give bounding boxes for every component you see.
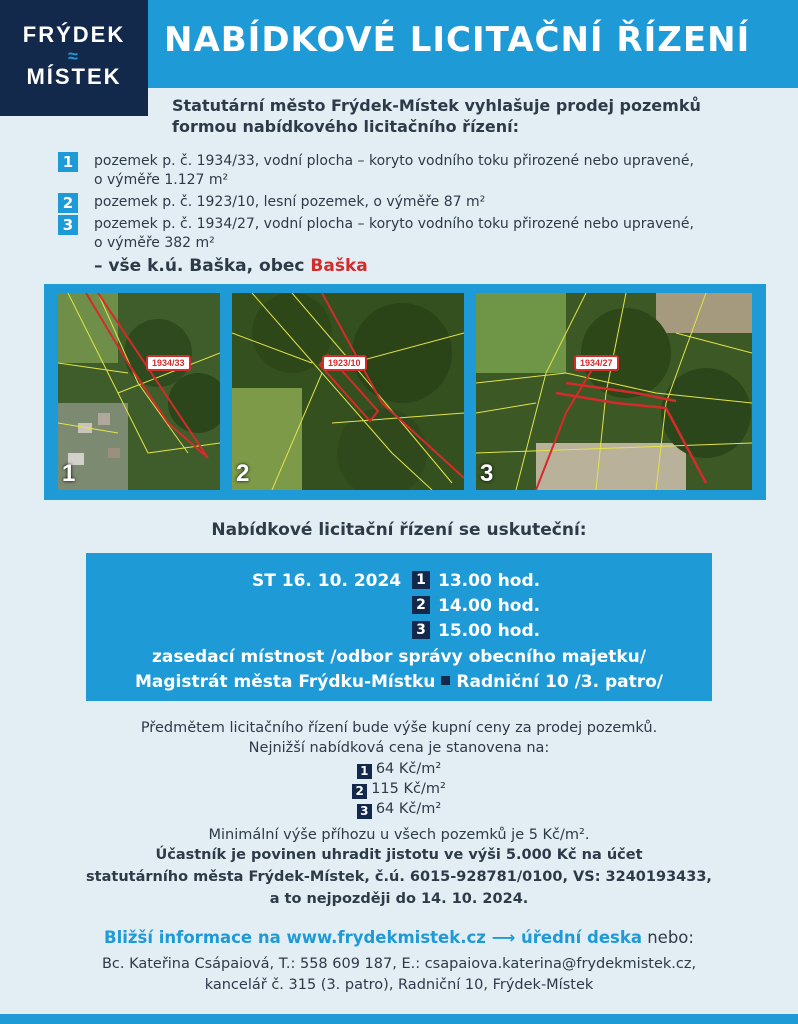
schedule-heading: Nabídkové licitační řízení se uskuteční: xyxy=(211,520,587,540)
time-slot xyxy=(412,621,540,641)
map-number: 3 xyxy=(480,460,494,487)
plot-text: pozemek p. č. 1923/10, lesní pozemek, o výměře 87 m² xyxy=(94,194,486,210)
map-number: 1 xyxy=(62,460,76,487)
time-slot xyxy=(412,596,540,616)
price-value: 64 Kč/m² xyxy=(375,761,442,777)
slot-number: 3 xyxy=(412,621,430,639)
intro-text: Statutární město Frýdek-Místek vyhlašuje prodej pozemků formou nabídkového licitačního řízení: xyxy=(172,96,701,136)
location-line xyxy=(94,256,368,276)
venue-room: zasedací místnost /odbor správy obecního majetku/ xyxy=(151,647,646,667)
plot-item xyxy=(58,193,778,212)
plot-area: o výměře 382 m² xyxy=(94,235,215,251)
plot-list xyxy=(58,152,778,256)
logo-line2: MÍSTEK xyxy=(26,64,122,89)
slot-number: 2 xyxy=(412,596,430,614)
map-parcel-label: 1934/33 xyxy=(146,355,191,371)
footer-bar xyxy=(0,1014,798,1024)
schedule-box xyxy=(86,553,712,701)
plot-text: pozemek p. č. 1934/27, vodní plocha – koryto vodního toku přirozené nebo upravené, xyxy=(94,216,694,232)
venue-building: Magistrát města Frýdku-Místku xyxy=(134,672,436,692)
arrow-right-icon: ⟶ xyxy=(491,928,516,947)
map-parcel-label: 1923/10 xyxy=(322,355,367,371)
plot-number: 1 xyxy=(58,152,78,172)
logo-line1: FRÝDEK xyxy=(22,22,126,47)
price-item xyxy=(0,760,798,779)
price-item xyxy=(0,780,798,799)
more-info-suffix: nebo: xyxy=(641,928,694,947)
aerial-map-1 xyxy=(58,293,220,490)
price-value: 115 Kč/m² xyxy=(371,781,446,797)
deposit-line1: Účastník je povinen uhradit jistotu ve výši 5.000 Kč na účet xyxy=(155,847,643,863)
page-title: NABÍDKOVÉ LICITAČNÍ ŘÍZENÍ xyxy=(164,20,751,60)
map-2 xyxy=(232,293,464,490)
auction-date: ST 16. 10. 2024 xyxy=(252,571,402,591)
map-1 xyxy=(58,293,220,490)
aerial-map-3 xyxy=(476,293,752,490)
map-3 xyxy=(476,293,752,490)
website-link[interactable]: Bližší informace na www.frydekmistek.cz xyxy=(104,928,486,947)
deposit-line3: a to nejpozději do 14. 10. 2024. xyxy=(269,891,529,907)
location-municipality: Baška xyxy=(310,256,368,276)
venue-street: Radniční 10 /3. patro/ xyxy=(456,672,664,692)
notice-board-link[interactable]: úřední deska xyxy=(521,928,642,947)
price-value: 64 Kč/m² xyxy=(375,801,442,817)
city-logo xyxy=(0,0,148,116)
separator-square xyxy=(441,676,450,685)
more-info-line xyxy=(0,928,798,947)
plot-area: o výměře 1.127 m² xyxy=(94,172,229,188)
slot-time: 13.00 hod. xyxy=(438,571,541,591)
deposit-line2: statutárního města Frýdek-Místek, č.ú. 6015-928781/0100, VS: 3240193433, xyxy=(86,869,712,885)
plot-text: pozemek p. č. 1934/33, vodní plocha – koryto vodního toku přirozené nebo upravené, xyxy=(94,153,694,169)
map-strip xyxy=(44,284,766,500)
logo-wave: ≈ xyxy=(68,46,80,66)
venue-address xyxy=(86,672,712,692)
min-increment: Minimální výše příhozu u všech pozemků je 5 Kč/m². xyxy=(208,827,590,843)
price-item xyxy=(0,800,798,819)
contact-line1: Bc. Kateřina Csápaiová, T.: 558 609 187, E.: csapaiova.katerina@frydekmistek.cz, xyxy=(101,956,697,972)
location-prefix: – vše k.ú. Baška, obec xyxy=(94,256,311,276)
aerial-map-2 xyxy=(232,293,464,490)
slot-number: 1 xyxy=(412,571,430,589)
plot-item xyxy=(58,152,778,190)
min-price-intro: Nejnižší nabídková cena je stanovena na: xyxy=(248,740,550,756)
time-slot xyxy=(412,571,540,591)
price-number: 1 xyxy=(357,764,372,779)
slot-time: 15.00 hod. xyxy=(438,621,541,641)
plot-number: 3 xyxy=(58,215,78,235)
map-parcel-label: 1934/27 xyxy=(574,355,619,371)
slot-time: 14.00 hod. xyxy=(438,596,541,616)
price-number: 2 xyxy=(352,784,367,799)
contact-line2: kancelář č. 315 (3. patro), Radniční 10, Frýdek-Místek xyxy=(204,977,594,993)
plot-number: 2 xyxy=(58,193,78,213)
plot-item xyxy=(58,215,778,253)
map-number: 2 xyxy=(236,460,250,487)
subject-text: Předmětem licitačního řízení bude výše kupní ceny za prodej pozemků. xyxy=(140,720,658,736)
price-number: 3 xyxy=(357,804,372,819)
